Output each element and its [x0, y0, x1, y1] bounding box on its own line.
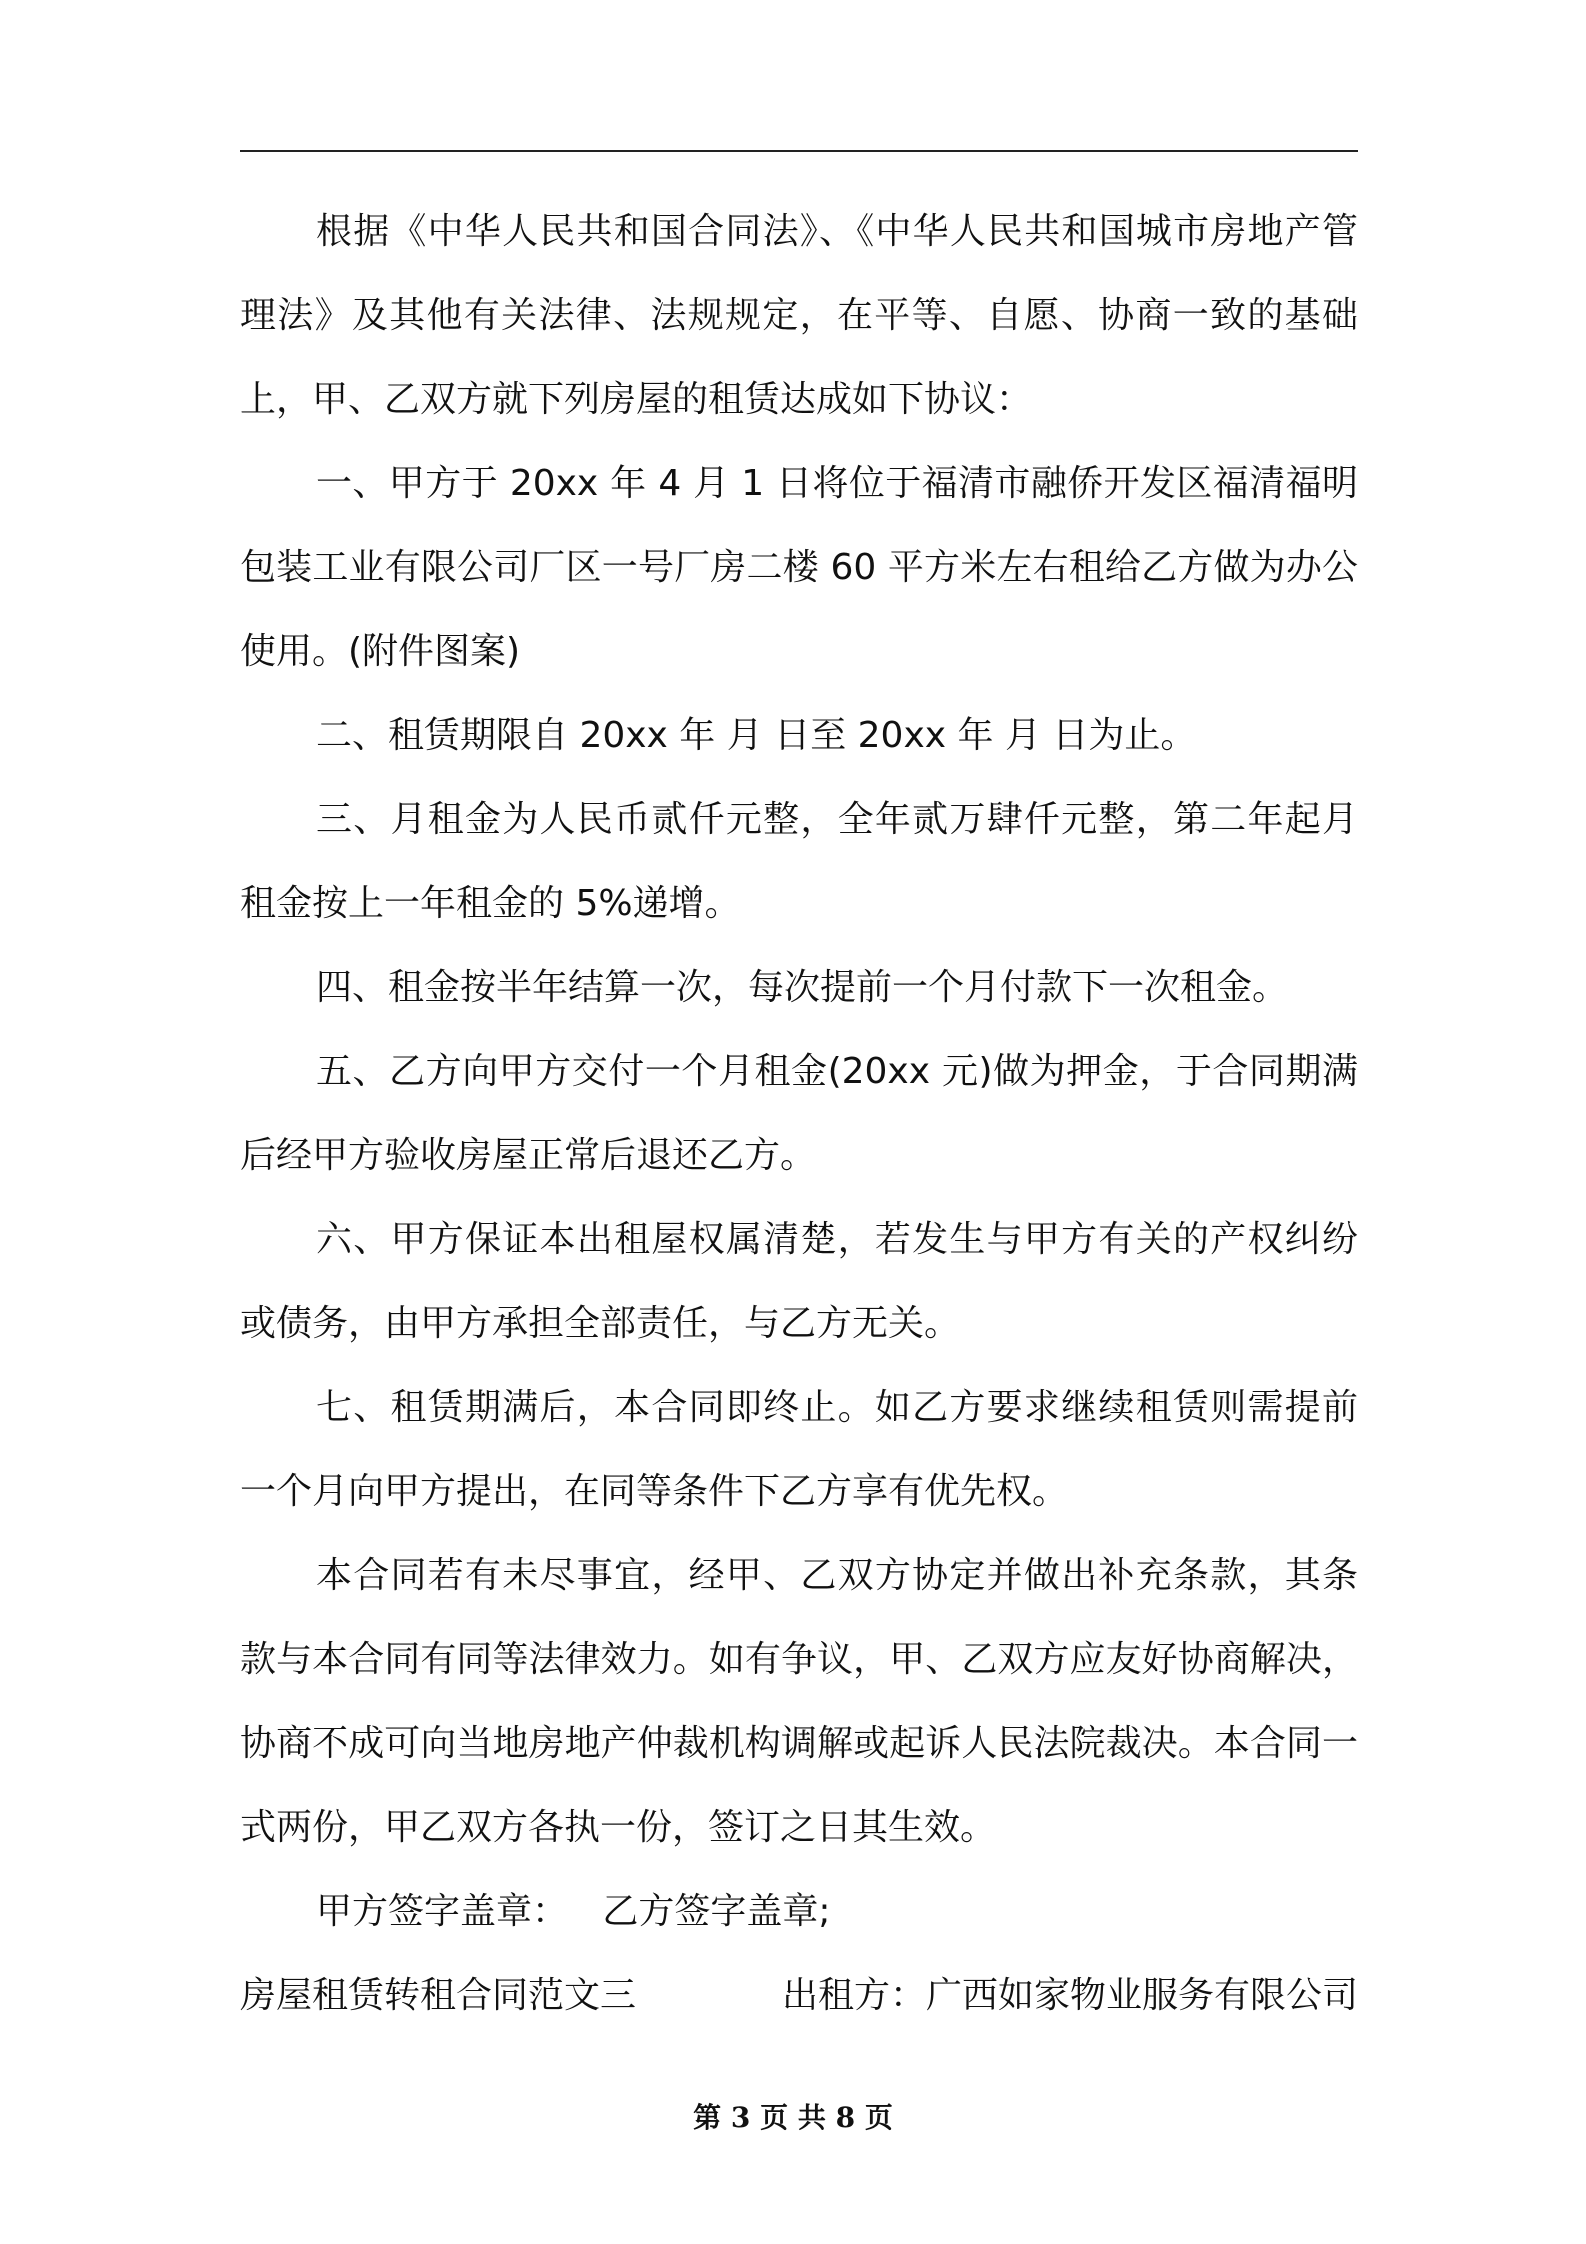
next-section-title: 房屋租赁转租合同范文三 — [240, 1975, 637, 2016]
header-divider — [240, 150, 1358, 152]
intro-paragraph: 根据《中华人民共和国合同法》、《中华人民共和国城市房地产管理法》及其他有关法律、法规规定，在平等、自愿、协商一致的基础上，甲、乙双方就下列房屋的租赁达成如下协议： — [240, 211, 1358, 420]
clause-7: 七、租赁期满后，本合同即终止。如乙方要求继续租赁则需提前一个月向甲方提出，在同等条件下乙方享有优先权。 — [240, 1387, 1358, 1512]
clause-1: 一、甲方于 20xx 年 4 月 1 日将位于福清市融侨开发区福清福明包装工业有限公司厂区一号厂房二楼 60 平方米左右租给乙方做为办公使用。(附件图案) — [240, 463, 1358, 672]
clause-6: 六、甲方保证本出租屋权属清楚，若发生与甲方有关的产权纠纷或债务，由甲方承担全部责任，与乙方无关。 — [240, 1219, 1358, 1344]
signature-line — [240, 1870, 1358, 1954]
next-section-lessor: 出租方：广西如家物业服务有限公司 — [781, 1975, 1358, 2016]
clause-3: 三、月租金为人民币贰仟元整，全年贰万肆仟元整，第二年起月租金按上一年租金的 5%递增。 — [240, 799, 1358, 924]
page-footer: 第 3 页 共 8 页 — [693, 2101, 893, 2134]
party-b-signature-label: 乙方签字盖章; — [602, 1891, 831, 1932]
document-body — [240, 190, 1358, 2038]
closing-paragraph: 本合同若有未尽事宜，经甲、乙双方协定并做出补充条款，其条款与本合同有同等法律效力。如有争议，甲、乙双方应友好协商解决，协商不成可向当地房地产仲裁机构调解或起诉人民法院裁决。本合同一式两份，甲乙双方各执一份，签订之日其生效。 — [240, 1555, 1358, 1848]
clause-2: 二、租赁期限自 20xx 年 月 日至 20xx 年 月 日为止。 — [316, 715, 1197, 756]
party-a-signature-label: 甲方签字盖章： — [316, 1891, 569, 1932]
clause-5: 五、乙方向甲方交付一个月租金(20xx 元)做为押金，于合同期满后经甲方验收房屋正常后退还乙方。 — [240, 1051, 1358, 1176]
next-section-line — [240, 1954, 1358, 2038]
clause-4: 四、租金按半年结算一次，每次提前一个月付款下一次租金。 — [316, 967, 1289, 1008]
